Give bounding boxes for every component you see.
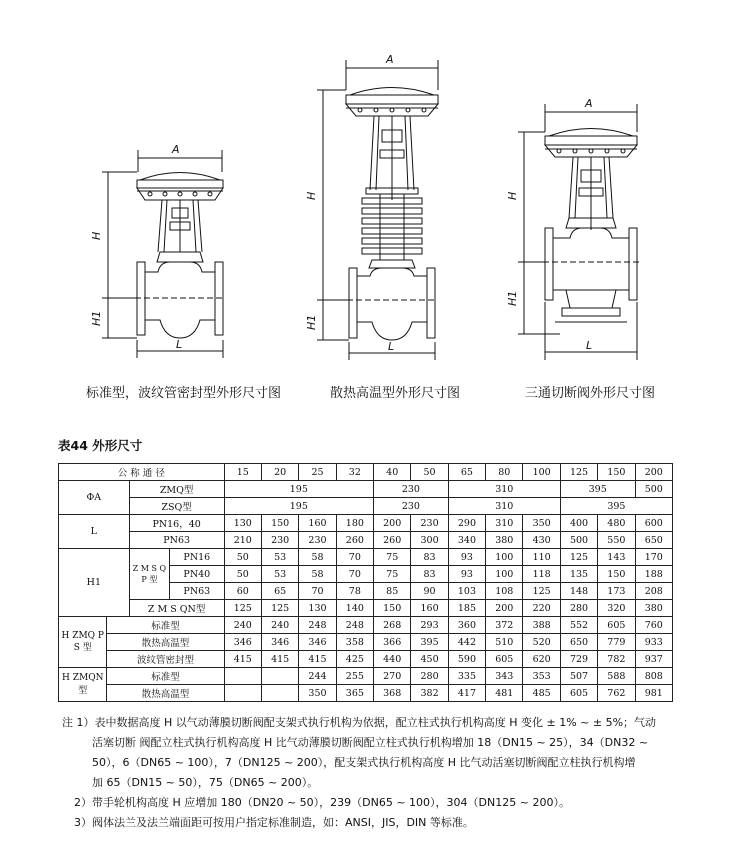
table-cell: 507 (560, 668, 597, 685)
table-cell: 93 (448, 549, 485, 566)
table-cell: 108 (486, 583, 523, 600)
phia-zsq-cell: 230 (374, 498, 449, 515)
table-cell: 268 (374, 617, 411, 634)
table-cell: 729 (560, 651, 597, 668)
table-cell: 135 (560, 566, 597, 583)
table-cell: 480 (598, 515, 635, 532)
table-cell: 50 (224, 549, 261, 566)
table-cell: 346 (261, 634, 298, 651)
note-line: 3）阀体法兰及法兰端面距可按用户指定标准制造，如：ANSI，JIS，DIN 等标准。 (74, 816, 474, 829)
table-cell: 148 (560, 583, 597, 600)
table-cell: 83 (411, 566, 448, 583)
table-cell: 510 (486, 634, 523, 651)
h-row-label: 标准型 (107, 617, 224, 634)
dim-h-label-2: H (305, 191, 318, 200)
valve-drawings (0, 0, 740, 380)
row-h-zmqp-heat (59, 634, 673, 651)
row-phia-zmq (59, 481, 673, 498)
table-cell: 782 (598, 651, 635, 668)
phia-label: ΦA (59, 481, 130, 515)
table-cell: 173 (598, 583, 635, 600)
table-cell: 248 (299, 617, 336, 634)
table-cell: 380 (635, 600, 672, 617)
table-cell: 83 (411, 549, 448, 566)
table-cell: 53 (261, 566, 298, 583)
table-cell: 430 (523, 532, 560, 549)
table-cell: 75 (374, 549, 411, 566)
table-cell: 60 (224, 583, 261, 600)
high-temp-valve-drawing (305, 53, 438, 360)
table-cell: 440 (374, 651, 411, 668)
table-cell: 933 (635, 634, 672, 651)
table-cell: 382 (411, 685, 448, 702)
table-cell: 260 (374, 532, 411, 549)
table-cell: 335 (448, 668, 485, 685)
table-cell (261, 668, 298, 685)
table-cell: 210 (224, 532, 261, 549)
dim-h-label: H (90, 231, 103, 240)
table-cell: 170 (635, 549, 672, 566)
dim-l-label-3: L (586, 339, 593, 352)
table-cell: 255 (336, 668, 373, 685)
phia-zsq-cell: 195 (224, 498, 373, 515)
caption-high-temp: 散热高温型外形尺寸图 (330, 386, 461, 401)
table-cell: 550 (598, 532, 635, 549)
note-line: 2）带手轮机构高度 H 应增加 180（DN20 ~ 50），239（DN65 ~ 100），304（DN125 ~ 200）。 (74, 796, 570, 809)
table-cell: 180 (336, 515, 373, 532)
table-cell: 343 (486, 668, 523, 685)
dim-h-label-3: H (506, 191, 519, 200)
table-cell: 280 (560, 600, 597, 617)
h-row-label: 散热高温型 (107, 685, 224, 702)
phia-zsq-label: ZSQ型 (129, 498, 224, 515)
dn-cell: 15 (224, 464, 261, 481)
table-cell: 118 (523, 566, 560, 583)
row-l-pn1640 (59, 515, 673, 532)
table-cell: 605 (598, 617, 635, 634)
table-cell: 353 (523, 668, 560, 685)
phia-zmq-cell: 500 (635, 481, 672, 498)
table-cell: 125 (560, 549, 597, 566)
table-cell: 150 (598, 566, 635, 583)
table-cell: 500 (560, 532, 597, 549)
three-way-valve-drawing (506, 97, 639, 360)
table-cell: 415 (224, 651, 261, 668)
table-cell: 415 (299, 651, 336, 668)
dn-cell: 50 (411, 464, 448, 481)
table-cell: 600 (635, 515, 672, 532)
dn-cell: 100 (523, 464, 560, 481)
table-cell (261, 685, 298, 702)
dimension-table (58, 463, 673, 702)
row-h-zmqp-std (59, 617, 673, 634)
table-cell: 244 (299, 668, 336, 685)
table-cell: 300 (411, 532, 448, 549)
dim-l-label: L (176, 338, 183, 351)
h1-group-label: Z M S Q P 型 (129, 549, 169, 600)
table-cell: 388 (523, 617, 560, 634)
table-cell: 442 (448, 634, 485, 651)
table-cell: 160 (299, 515, 336, 532)
table-cell: 380 (486, 532, 523, 549)
dn-cell: 150 (598, 464, 635, 481)
phia-zmq-cell: 310 (448, 481, 560, 498)
h1-row-label: PN16 (170, 549, 225, 566)
table-cell: 350 (523, 515, 560, 532)
table-cell: 372 (486, 617, 523, 634)
dn-cell: 40 (374, 464, 411, 481)
phia-zsq-cell: 310 (448, 498, 560, 515)
table-cell (224, 668, 261, 685)
note-line: 活塞切断 阀配立柱式执行机构高度 H 比气动薄膜切断阀配立柱式执行机构增加 18（DN15 ~ 25），34（DN32 ~ (92, 736, 649, 749)
table-cell: 150 (261, 515, 298, 532)
table-cell: 70 (336, 549, 373, 566)
table-cell: 200 (486, 600, 523, 617)
table-cell: 605 (560, 685, 597, 702)
dim-a-label: A (172, 143, 180, 156)
table-cell: 240 (261, 617, 298, 634)
row-h-zmqp-bellows (59, 651, 673, 668)
table-cell: 130 (224, 515, 261, 532)
table-cell: 290 (448, 515, 485, 532)
nominal-label: 公 称 通 径 (59, 464, 225, 481)
dim-h1-label-2: H1 (305, 314, 318, 330)
table-cell: 150 (374, 600, 411, 617)
table-cell: 70 (336, 566, 373, 583)
table-cell: 50 (224, 566, 261, 583)
table-cell: 481 (486, 685, 523, 702)
row-l-pn63 (59, 532, 673, 549)
table-cell: 552 (560, 617, 597, 634)
table-cell: 365 (336, 685, 373, 702)
table-cell: 762 (598, 685, 635, 702)
table-cell: 100 (486, 566, 523, 583)
table-cell: 395 (411, 634, 448, 651)
row-h-zmqn-heat (59, 685, 673, 702)
table-cell: 280 (411, 668, 448, 685)
table-cell: 125 (523, 583, 560, 600)
standard-valve-drawing (90, 143, 225, 358)
phia-zmq-cell: 195 (224, 481, 373, 498)
table-cell: 230 (299, 532, 336, 549)
table-cell: 340 (448, 532, 485, 549)
h1-label: H1 (59, 549, 130, 617)
row-nominal (59, 464, 673, 481)
row-h1-pn16 (59, 549, 673, 566)
table-cell: 125 (224, 600, 261, 617)
table-cell: 320 (598, 600, 635, 617)
note-line: 加 65（DN15 ~ 50），75（DN65 ~ 200）。 (92, 776, 319, 789)
table-cell: 85 (374, 583, 411, 600)
table-title: 表44 外形尺寸 (58, 438, 143, 453)
dn-cell: 25 (299, 464, 336, 481)
table-cell: 588 (598, 668, 635, 685)
table-cell: 70 (299, 583, 336, 600)
dn-cell: 20 (261, 464, 298, 481)
table-cell: 75 (374, 566, 411, 583)
notes (62, 713, 732, 833)
table-cell: 590 (448, 651, 485, 668)
table-cell: 368 (374, 685, 411, 702)
table-cell: 620 (523, 651, 560, 668)
table-cell: 293 (411, 617, 448, 634)
dim-l-label-2: L (388, 340, 395, 353)
table-cell: 981 (635, 685, 672, 702)
table-cell: 53 (261, 549, 298, 566)
phia-zmq-cell: 230 (374, 481, 449, 498)
table-cell: 188 (635, 566, 672, 583)
table-cell: 650 (635, 532, 672, 549)
table-cell: 425 (336, 651, 373, 668)
table-cell: 65 (261, 583, 298, 600)
table-cell: 310 (486, 515, 523, 532)
h-row-label: 标准型 (107, 668, 224, 685)
table-cell: 110 (523, 549, 560, 566)
h-zmqp-label: H ZMQ P S 型 (59, 617, 107, 668)
table-cell: 485 (523, 685, 560, 702)
table-cell: 185 (448, 600, 485, 617)
l-row-label: PN63 (129, 532, 224, 549)
table-cell: 520 (523, 634, 560, 651)
note-line: 50），6（DN65 ~ 100），7（DN125 ~ 200），配支架式执行机构高度 H 比气动活塞切断阀配立柱执行机构增 (92, 756, 636, 769)
table-cell: 358 (336, 634, 373, 651)
h-zmqn-label: H ZMQN型 (59, 668, 107, 702)
h1-row-label: PN63 (170, 583, 225, 600)
row-phia-zsq (59, 498, 673, 515)
table-cell (224, 685, 261, 702)
table-cell: 90 (411, 583, 448, 600)
dn-cell: 32 (336, 464, 373, 481)
table-cell: 58 (299, 566, 336, 583)
dn-cell: 80 (486, 464, 523, 481)
table-cell: 808 (635, 668, 672, 685)
table-cell: 360 (448, 617, 485, 634)
table-cell: 260 (336, 532, 373, 549)
dn-cell: 200 (635, 464, 672, 481)
table-cell: 58 (299, 549, 336, 566)
row-h1-qn (59, 600, 673, 617)
table-cell: 450 (411, 651, 448, 668)
row-h-zmqn-std (59, 668, 673, 685)
table-cell: 417 (448, 685, 485, 702)
table-cell: 200 (374, 515, 411, 532)
table-cell: 779 (598, 634, 635, 651)
dim-h1-label: H1 (90, 310, 103, 326)
table-cell: 248 (336, 617, 373, 634)
table-cell: 208 (635, 583, 672, 600)
table-cell: 130 (299, 600, 336, 617)
table-cell: 78 (336, 583, 373, 600)
dim-a-label-2: A (386, 53, 394, 66)
table-cell: 366 (374, 634, 411, 651)
caption-three-way: 三通切断阀外形尺寸图 (525, 386, 656, 401)
h-row-label: 波纹管密封型 (107, 651, 224, 668)
caption-standard: 标准型，波纹管密封型外形尺寸图 (86, 386, 282, 401)
table-cell: 140 (336, 600, 373, 617)
phia-zmq-cell: 395 (560, 481, 635, 498)
table-cell: 400 (560, 515, 597, 532)
table-cell: 125 (261, 600, 298, 617)
table-cell: 270 (374, 668, 411, 685)
table-cell: 93 (448, 566, 485, 583)
table-cell: 230 (261, 532, 298, 549)
table-cell: 220 (523, 600, 560, 617)
h1-qn-label: Z M S QN型 (129, 600, 224, 617)
table-cell: 415 (261, 651, 298, 668)
dn-cell: 65 (448, 464, 485, 481)
phia-zsq-cell: 395 (560, 498, 672, 515)
table-cell: 937 (635, 651, 672, 668)
l-row-label: PN16，40 (129, 515, 224, 532)
l-label: L (59, 515, 130, 549)
h-row-label: 散热高温型 (107, 634, 224, 651)
note-line: 注 1）表中数据高度 H 以气动薄膜切断阀配支架式执行机构为依据，配立柱式执行机构高度 H 变化 ± 1% ~ ± 5%；气动 (62, 716, 657, 729)
phia-zmq-label: ZMQ型 (129, 481, 224, 498)
table-cell: 100 (486, 549, 523, 566)
table-cell: 346 (224, 634, 261, 651)
table-cell: 760 (635, 617, 672, 634)
table-cell: 103 (448, 583, 485, 600)
table-cell: 143 (598, 549, 635, 566)
table-cell: 605 (486, 651, 523, 668)
dim-h1-label-3: H1 (506, 290, 519, 306)
table-cell: 230 (411, 515, 448, 532)
h1-row-label: PN40 (170, 566, 225, 583)
dn-cell: 125 (560, 464, 597, 481)
table-cell: 240 (224, 617, 261, 634)
table-cell: 160 (411, 600, 448, 617)
table-cell: 650 (560, 634, 597, 651)
table-cell: 346 (299, 634, 336, 651)
table-cell: 350 (299, 685, 336, 702)
dim-a-label-3: A (585, 97, 593, 110)
